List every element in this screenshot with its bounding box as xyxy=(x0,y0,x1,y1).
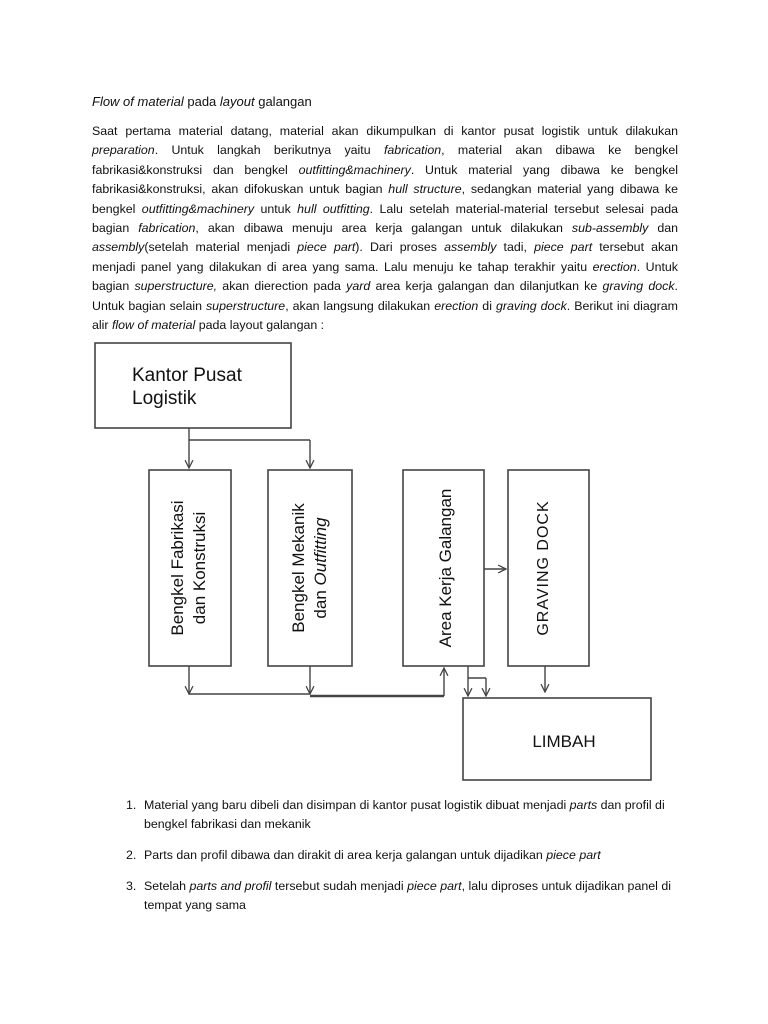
flow-diagram xyxy=(0,330,768,790)
paragraph-text-run: , akan langsung dilakukan xyxy=(285,298,435,313)
paragraph-text-run: sub-assembly xyxy=(571,221,649,236)
paragraph-text-run: ). Dari proses xyxy=(355,240,445,255)
limbah-box xyxy=(463,698,651,780)
paragraph-text-run: area kerja galangan dan dilanjutkan ke xyxy=(370,279,603,294)
graving-dock-box xyxy=(508,470,589,666)
list-item-text-run: piece part xyxy=(407,879,462,893)
steps-list xyxy=(120,796,680,927)
heading-part-4: galangan xyxy=(254,94,312,109)
fabrikasi-label-line1: Bengkel Fabrikasi xyxy=(168,500,187,636)
paragraph-text-run: superstructure xyxy=(205,298,286,313)
paragraph-text-run: (setelah material menjadi xyxy=(144,240,298,255)
list-item-text-run: Setelah xyxy=(144,879,190,893)
list-item-text-run: parts xyxy=(569,798,598,812)
kantor-label-line1: Kantor Pusat xyxy=(132,365,242,386)
paragraph-text-run: fabrication xyxy=(383,143,442,158)
paragraph-text-run: hull outfitting xyxy=(297,201,370,216)
mekanik-label-line1: Bengkel Mekanik xyxy=(289,503,308,633)
paragraph-text-run: tadi, xyxy=(496,240,535,255)
paragraph-text-run: hull structure xyxy=(388,182,462,197)
bengkel-mekanik-box xyxy=(268,470,352,666)
list-item-text-run: parts and profil xyxy=(189,879,272,893)
paragraph-text-run: erection xyxy=(434,298,479,313)
paragraph-text-run: . Untuk material yang dibawa ke bengkel fabrikasi&konstruksi, akan difokuskan untuk bagian xyxy=(92,162,678,197)
paragraph-text-run: outfitting&machinery xyxy=(141,201,255,216)
mekanik-label-line2 xyxy=(311,517,330,619)
paragraph-text-run: graving dock xyxy=(602,279,675,294)
paragraph-text-run: , sedangkan material yang dibawa ke bengkel xyxy=(92,182,678,216)
heading-part-1: Flow of material xyxy=(92,94,184,109)
fabrikasi-label-line2: dan Konstruksi xyxy=(190,511,209,625)
kantor-label-line2: Logistik xyxy=(132,388,197,409)
bengkel-fabrikasi-box xyxy=(149,470,231,666)
paragraph-text-run: superstructure, xyxy=(134,279,218,294)
list-item xyxy=(120,877,680,915)
area-kerja-galangan-box xyxy=(403,470,484,666)
paragraph-text-run: preparation xyxy=(92,143,155,158)
list-item-number: 3. xyxy=(126,879,137,893)
paragraph-text-run: , akan dibawa menuju area kerja galangan untuk dilakukan xyxy=(195,221,572,236)
paragraph-text-run: piece part xyxy=(297,240,356,255)
intro-paragraph xyxy=(92,122,678,335)
paragraph-text-run: . Untuk bagian xyxy=(92,259,678,294)
paragraph-text-run: untuk xyxy=(254,201,298,216)
kantor-connectors xyxy=(189,428,310,468)
paragraph-text-run: di xyxy=(478,298,496,313)
heading-part-2: pada xyxy=(183,94,220,109)
paragraph-text-run: . Lalu setelah material-material tersebut selesai pada bagian xyxy=(92,201,678,236)
area-kerja-label: Area Kerja Galangan xyxy=(436,488,455,648)
heading-part-3: layout xyxy=(219,94,255,109)
mekanik-label-line2-italic: Outfitting xyxy=(311,517,330,586)
list-item-text-run: , lalu diproses untuk dijadikan panel di tempat yang sama xyxy=(144,879,671,912)
graving-dock-label: GRAVING DOCK xyxy=(535,500,552,636)
paragraph-text-run: dan xyxy=(648,221,678,236)
kantor-pusat-logistik-box xyxy=(95,343,291,428)
paragraph-text-run: pada layout galangan : xyxy=(195,318,325,333)
list-item xyxy=(120,846,680,865)
limbah-label: LIMBAH xyxy=(532,732,596,751)
list-item-text-run: Material yang baru dibeli dan disimpan di kantor pusat logistik dibuat menjadi xyxy=(144,798,570,812)
paragraph-text-run: yard xyxy=(346,279,371,294)
list-item-number: 2. xyxy=(126,848,137,862)
list-item-text-run: Parts dan profil dibawa dan dirakit di area kerja galangan untuk dijadikan xyxy=(144,848,547,862)
paragraph-text-run: , material akan dibawa ke bengkel fabrikasi&konstruksi dan bengkel xyxy=(92,143,678,177)
list-item-number: 1. xyxy=(126,798,137,812)
paragraph-text-run: fabrication xyxy=(138,221,196,236)
list-item-text-run: piece part xyxy=(546,848,601,862)
paragraph-text-run: akan dierection pada xyxy=(217,279,347,294)
list-item-text-run: dan profil di bengkel fabrikasi dan mekanik xyxy=(144,798,665,831)
paragraph-text-run: erection xyxy=(592,259,637,274)
paragraph-text-run: graving dock xyxy=(495,298,567,313)
paragraph-text-run: flow of material xyxy=(111,318,196,333)
paragraph-text-run: outfitting&machinery xyxy=(298,162,411,177)
mekanik-label-line2-plain: dan xyxy=(311,585,330,619)
bottom-connectors xyxy=(189,666,545,696)
paragraph-text-run: assembly xyxy=(92,240,145,255)
section-heading xyxy=(92,94,312,109)
paragraph-text-run: Saat pertama material datang, material akan dikumpulkan di kantor pusat logistik untuk dilakukan xyxy=(92,124,678,138)
paragraph-text-run: piece part xyxy=(534,240,593,255)
list-item-text-run: tersebut sudah menjadi xyxy=(271,879,408,893)
paragraph-text-run: . Berikut ini diagram alir xyxy=(92,298,678,333)
list-item xyxy=(120,796,680,834)
paragraph-text-run: . Untuk bagian selain xyxy=(92,279,678,313)
paragraph-text-run: tersebut akan menjadi panel yang dilakukan di area yang sama. Lalu menuju ke tahap terakhir yaitu xyxy=(92,240,678,274)
paragraph-text-run: . Untuk langkah berikutnya yaitu xyxy=(154,143,384,158)
paragraph-text-run: assembly xyxy=(444,240,497,255)
